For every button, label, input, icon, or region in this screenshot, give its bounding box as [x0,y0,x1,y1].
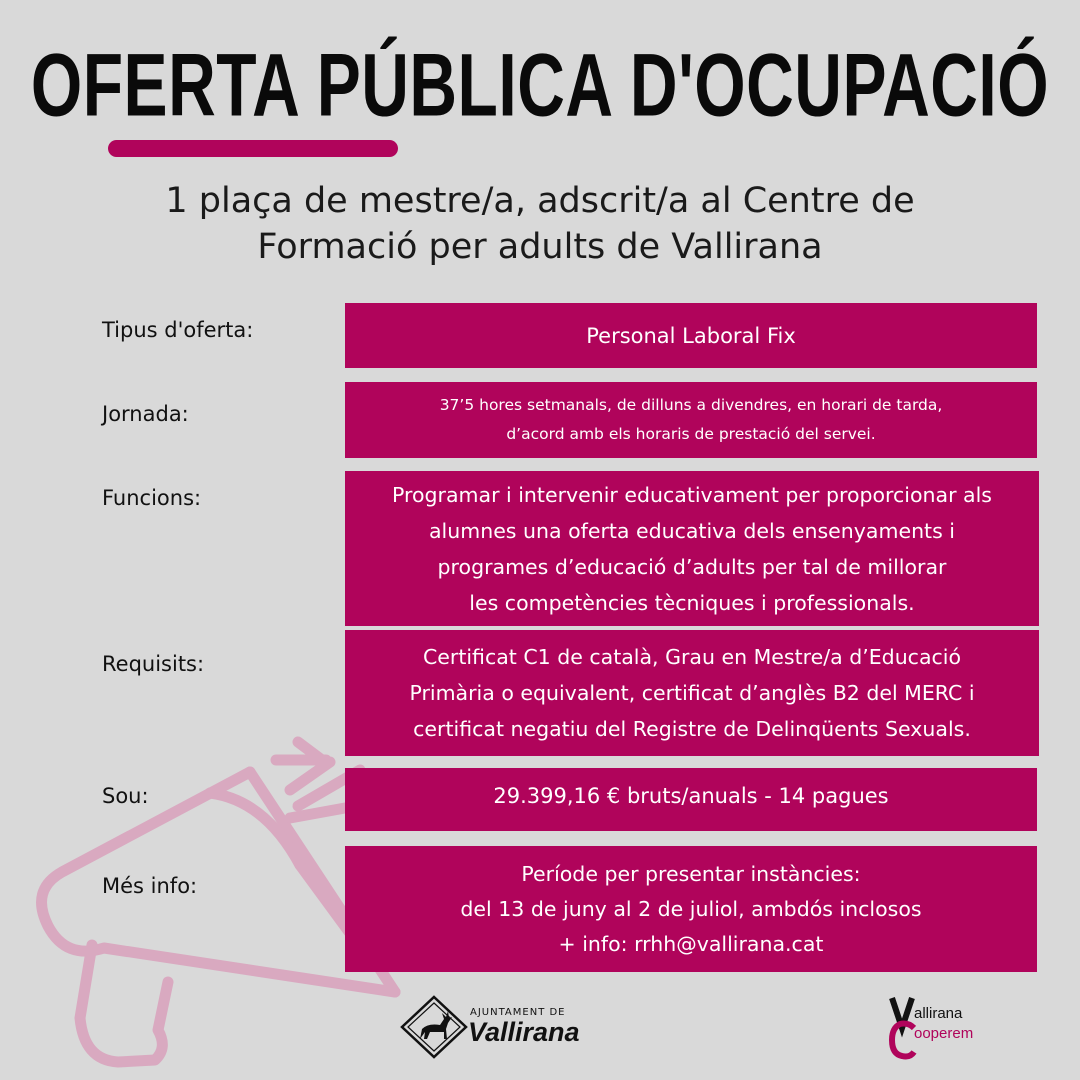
logo-line-2: ooperem [914,1025,974,1042]
subtitle-line: Formació per adults de Vallirana [257,227,823,267]
value-jornada [345,382,1037,458]
value-line: d’acord amb els horaris de prestació del servei. [506,425,876,443]
value-line: les competències tècniques i professionals. [469,590,915,615]
job-subtitle [60,178,1020,270]
value-line: programes d’educació d’adults per tal de millorar [437,554,947,579]
label-tipus-oferta: Tipus d'oferta: [102,318,254,342]
value-funcions [345,471,1039,626]
value-sou [345,768,1037,831]
vallirana-cooperem-logo [886,992,1006,1062]
logo-text-small: AJUNTAMENT DE [470,1007,566,1018]
label-requisits: Requisits: [102,652,205,676]
value-line: Personal Laboral Fix [586,323,796,348]
label-funcions: Funcions: [102,486,202,510]
logo-line-1: allirana [914,1005,963,1022]
value-line: del 13 de juny al 2 de juliol, ambdós inclosos [460,896,922,921]
value-line: 37’5 hores setmanals, de dilluns a divendres, en horari de tarda, [439,396,943,414]
label-sou: Sou: [102,784,149,808]
value-tipus-oferta [345,303,1037,368]
ajuntament-logo [400,995,580,1060]
value-line: certificat negatiu del Registre de Delinqüents Sexuals. [413,717,971,741]
logo-text-big: Vallirana [468,1017,580,1047]
value-line: Certificat C1 de català, Grau en Mestre/a d’Educació [422,645,962,669]
value-line: Període per presentar instàncies: [521,861,861,886]
value-line: Primària o equivalent, certificat d’anglès B2 del MERC i [409,681,975,705]
value-line: 29.399,16 € bruts/anuals - 14 pagues [493,783,889,808]
page-title: OFERTA PÚBLICA D'OCUPACIÓ [30,34,1050,135]
value-mes-info [345,846,1037,972]
value-line: Programar i intervenir educativament per proporcionar als [392,482,992,507]
label-mes-info: Més info: [102,874,198,898]
deer-emblem-icon [400,995,468,1060]
label-jornada: Jornada: [102,402,189,426]
title-underline [108,140,398,157]
value-requisits [345,630,1039,756]
value-line: + info: rrhh@vallirana.cat [558,931,824,956]
value-line: alumnes una oferta educativa dels ensenyaments i [428,518,955,543]
subtitle-line: 1 plaça de mestre/a, adscrit/a al Centre de [165,181,915,221]
